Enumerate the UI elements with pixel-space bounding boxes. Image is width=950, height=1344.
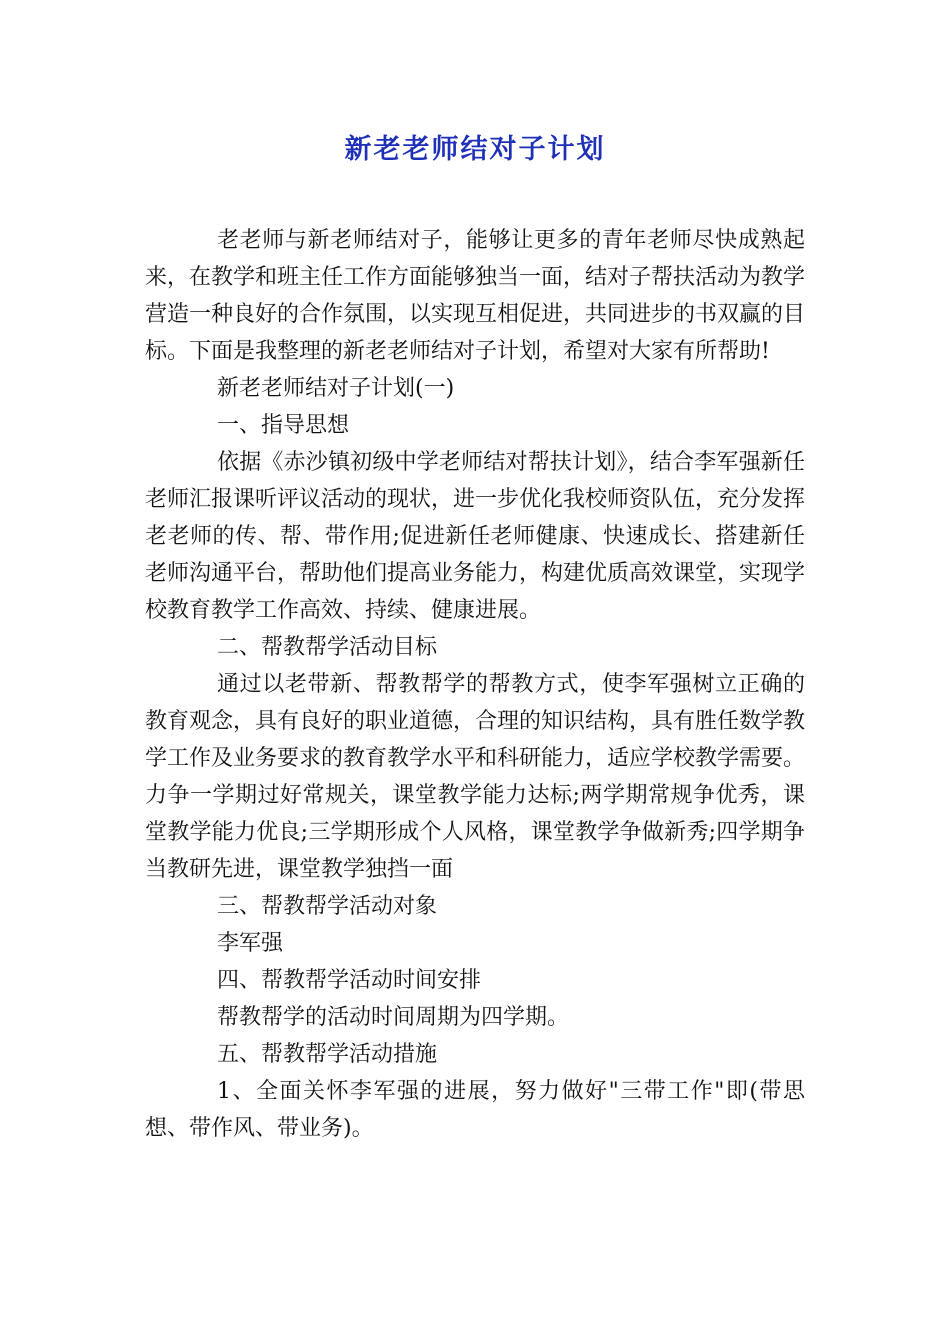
section-heading-guiding-thought: 一、指导思想: [217, 413, 350, 438]
target-paragraph: 李军强: [217, 931, 284, 956]
schedule-paragraph: 帮教帮学的活动时间周期为四学期。: [217, 1005, 570, 1030]
section-heading-target: 三、帮教帮学活动对象: [217, 894, 438, 919]
goals-paragraph: 通过以老带新、帮教帮学的帮教方式，使李军强树立正确的教育观念，具有良好的职业道德，合理的知识结构，具有胜任数学教学工作及业务要求的教育教学水平和科研能力，适应学校教学需要。力争一学期过好常规关，课堂教学能力达标;两学期常规争优秀，课堂教学能力优良;三学期形成个人风格，课堂教学争做新秀;四学期争当教研先进，课堂教学独挡一面: [145, 672, 806, 882]
section-heading-schedule: 四、帮教帮学活动时间安排: [217, 968, 482, 993]
intro-paragraph: 老老师与新老师结对子，能够让更多的青年老师尽快成熟起来，在教学和班主任工作方面能够独当一面，结对子帮扶活动为教学营造一种良好的合作氛围，以实现互相促进，共同进步的书双赢的目标。下面是我整理的新老老师结对子计划，希望对大家有所帮助!: [145, 228, 806, 364]
section-heading-goals: 二、帮教帮学活动目标: [217, 635, 438, 660]
measures-paragraph: 1、全面关怀李军强的进展，努力做好"三带工作"即(带思想、带作风、带业务)。: [145, 1079, 805, 1141]
section-heading-measures: 五、帮教帮学活动措施: [217, 1042, 438, 1067]
document-body: [145, 222, 805, 1147]
document-title: 新老老师结对子计划: [344, 134, 606, 165]
guiding-thought-paragraph: 依据《赤沙镇初级中学老师结对帮扶计划》，结合李军强新任老师汇报课听评议活动的现状，进一步优化我校师资队伍，充分发挥老老师的传、帮、带作用;促进新任老师健康、快速成长、搭建新任老师沟通平台，帮助他们提高业务能力，构建优质高效课堂，实现学校教育教学工作高效、持续、健康进展。: [145, 450, 806, 623]
plan-subtitle: 新老老师结对子计划(一): [217, 376, 455, 401]
